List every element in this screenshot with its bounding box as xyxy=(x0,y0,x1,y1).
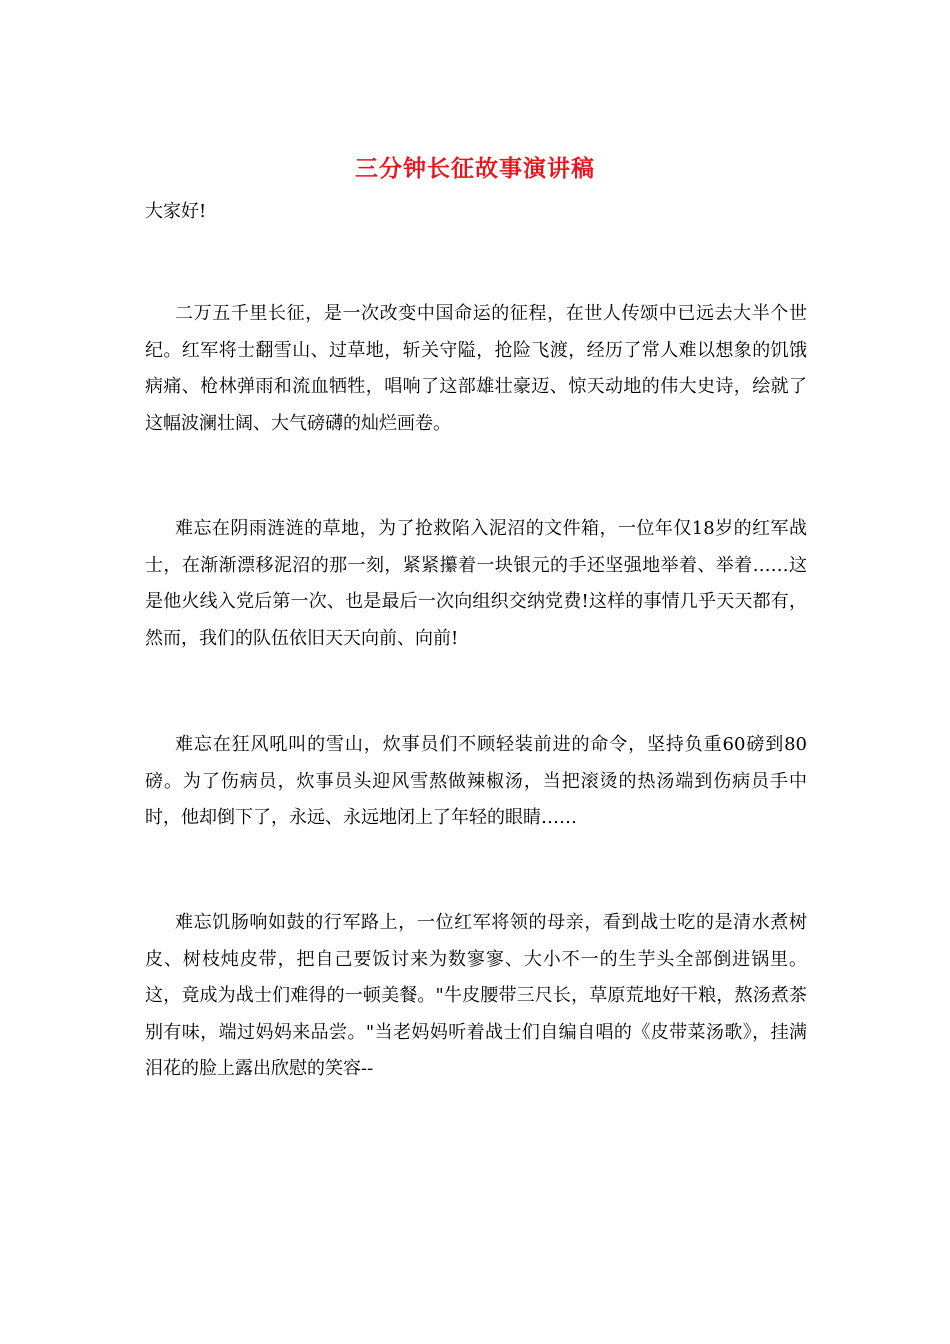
paragraph-1: 二万五千里长征，是一次改变中国命运的征程，在世人传颂中已远去大半个世纪。红军将士翻雪山、过草地，斩关守隘，抢险飞渡，经历了常人难以想象的饥饿病痛、枪林弹雨和流血牺牲，唱响了这部雄壮豪迈、惊天动地的伟大史诗，绘就了这幅波澜壮阔、大气磅礴的灿烂画卷。 xyxy=(145,303,807,434)
document-title: 三分钟长征故事演讲稿 xyxy=(355,155,595,182)
paragraph-2: 难忘在阴雨涟涟的草地，为了抢救陷入泥沼的文件箱，一位年仅18岁的红军战士，在渐渐漂移泥沼的那一刻，紧紧攥着一块银元的手还坚强地举着、举着……这是他火线入党后第一次、也是最后一次向组织交纳党费!这样的事情几乎天天都有，然而，我们的队伍依旧天天向前、向前! xyxy=(145,518,807,649)
greeting-text: 大家好! xyxy=(145,201,207,222)
paragraph-4: 难忘饥肠响如鼓的行军路上，一位红军将领的母亲，看到战士吃的是清水煮树皮、树枝炖皮带，把自己要饭讨来为数寥寥、大小不一的生芋头全部倒进锅里。这，竟成为战士们难得的一顿美餐。"牛皮腰带三尺长，草原荒地好干粮，熬汤煮茶别有味，端过妈妈来品尝。"当老妈妈听着战士们自编自唱的《皮带菜汤歌》，挂满泪花的脸上露出欣慰的笑容-- xyxy=(145,912,807,1079)
paragraph-3: 难忘在狂风吼叫的雪山，炊事员们不顾轻装前进的命令，坚持负重60磅到80磅。为了伤病员，炊事员头迎风雪熬做辣椒汤，当把滚烫的热汤端到伤病员手中时，他却倒下了，永远、永远地闭上了年轻的眼睛…… xyxy=(145,734,807,828)
